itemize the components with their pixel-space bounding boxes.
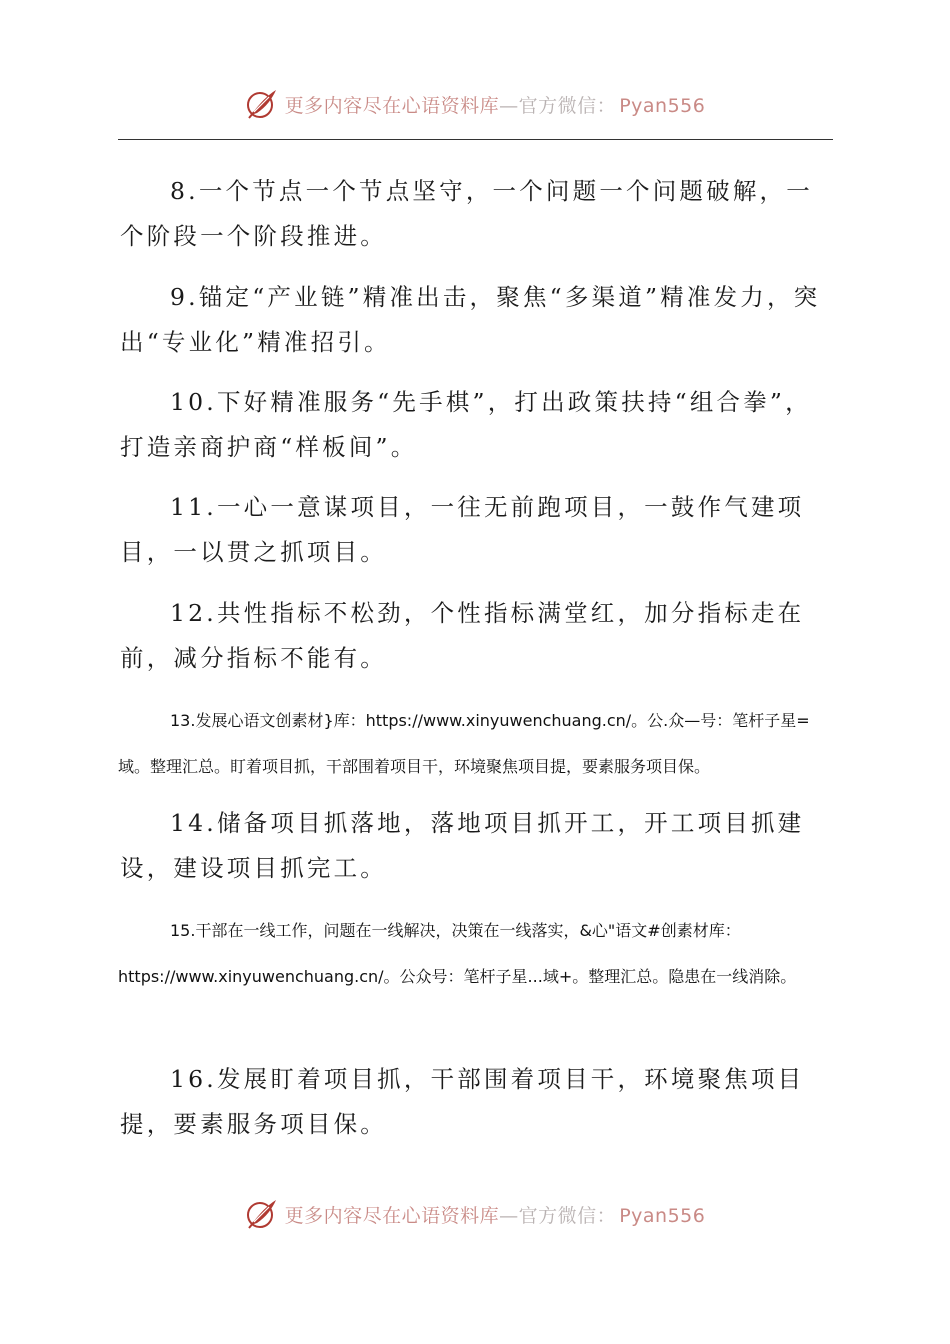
paragraph-8: 8.一个节点一个节点坚守，一个问题一个问题破解，一个阶段一个阶段推进。 <box>120 177 813 250</box>
header-watermark-banner <box>0 82 950 126</box>
banner-text <box>285 1201 706 1228</box>
paragraph-11: 11.一心一意谋项目，一往无前跑项目，一鼓作气建项目，一以贯之抓项目。 <box>120 493 805 566</box>
paragraph-10: 10.下好精准服务“先手棋”，打出政策扶持“组合拳”，打造亲商护商“样板间”。 <box>120 388 812 461</box>
banner-wechat-id: Pyan556 <box>619 1204 706 1227</box>
paragraph-16: 16.发展盯着项目抓，干部围着项目干，环境聚焦项目提，要素服务项目保。 <box>120 1065 805 1138</box>
header-divider <box>118 139 833 140</box>
paragraph-15-notice: 15.干部在一线工作，问题在一线解决，决策在一线落实，&心"语文#创素材库：https://www.xinyuwenchuang.cn/。公众号：笔杆子星...域+。整理汇总。隐患在一线消除。 <box>118 921 797 986</box>
paragraph-13-notice: 13.发展心语文创素材}库：https://www.xinyuwenchuang.cn/。公.众—号：笔杆子星=域。整理汇总。盯着项目抓，干部围着项目干，环境聚焦项目提，要素服务项目保。 <box>118 711 810 776</box>
paragraph-14: 14.储备项目抓落地，落地项目抓开工，开工项目抓建设，建设项目抓完工。 <box>120 809 805 882</box>
banner-main-text: 更多内容尽在心语资料库 <box>284 94 500 117</box>
feather-pen-logo-icon <box>245 1197 279 1231</box>
paragraph-12: 12.共性指标不松劲，个性指标满堂红，加分指标走在前，减分指标不能有。 <box>120 599 805 672</box>
footer-watermark-banner <box>0 1192 950 1236</box>
banner-dash: — <box>499 94 519 117</box>
feather-pen-logo-icon <box>245 87 279 121</box>
paragraph-9: 9.锚定“产业链”精准出击，聚焦“多渠道”精准发力，突出“专业化”精准招引。 <box>120 283 821 356</box>
banner-side-text: 官方微信： <box>518 1204 617 1227</box>
banner-dash: — <box>499 1204 519 1227</box>
banner-main-text: 更多内容尽在心语资料库 <box>284 1204 500 1227</box>
banner-side-text: 官方微信： <box>518 94 617 117</box>
banner-wechat-id: Pyan556 <box>619 94 706 117</box>
banner-text <box>285 91 706 118</box>
